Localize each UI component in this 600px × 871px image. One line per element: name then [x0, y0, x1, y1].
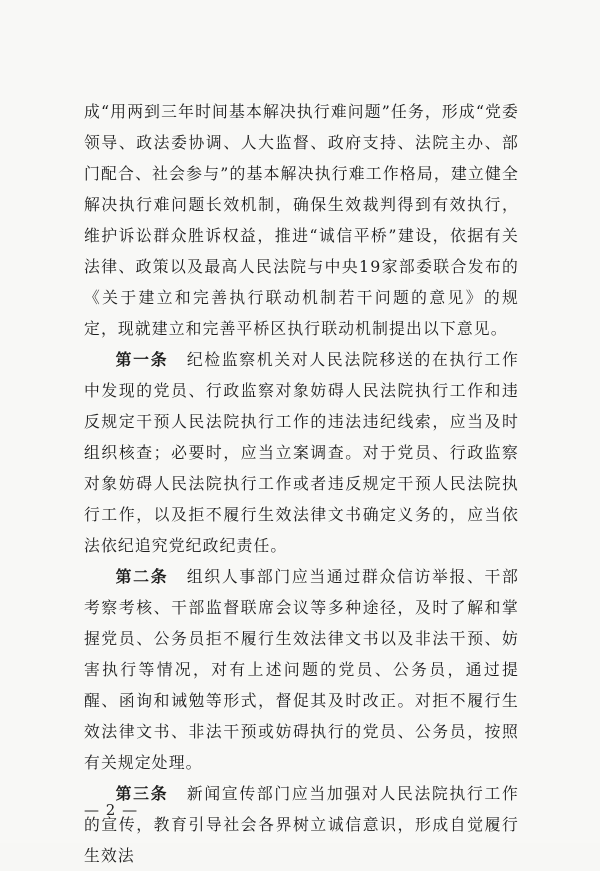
article-1-heading: 第一条 [115, 350, 169, 369]
intro-paragraph [84, 96, 519, 344]
page-number: — 2 — [84, 801, 139, 819]
document-body [84, 96, 519, 871]
article-3-heading: 第三条 [115, 784, 169, 803]
article-3 [84, 778, 519, 871]
article-3-text: 新闻宣传部门应当加强对人民法院执行工作的宣传，教育引导社会各界树立诚信意识，形成自觉履行生效法 [84, 784, 519, 865]
article-2-text: 组织人事部门应当通过群众信访举报、干部考察考核、干部监督联席会议等多种途径，及时了解和掌握党员、公务员拒不履行生效法律文书以及非法干预、妨害执行等情况，对有上述问题的党员、公务员，通过提醒、函询和诫勉等形式，督促其及时改正。对拒不履行生效法律文书、非法干预或妨碍执行的党员、公务员，按照有关规定处理。 [84, 567, 519, 772]
article-2 [84, 561, 519, 778]
article-1 [84, 344, 519, 561]
article-1-text: 纪检监察机关对人民法院移送的在执行工作中发现的党员、行政监察对象妨碍人民法院执行工作和违反规定干预人民法院执行工作的违法违纪线索，应当及时组织核查；必要时，应当立案调查。对于党员、行政监察对象妨碍人民法院执行工作或者违反规定干预人民法院执行工作，以及拒不履行生效法律文书确定义务的，应当依法依纪追究党纪政纪责任。 [84, 350, 519, 555]
intro-text: 成“用两到三年时间基本解决执行难问题”任务，形成“党委领导、政法委协调、人大监督、政府支持、法院主办、部门配合、社会参与”的基本解决执行难工作格局，建立健全解决执行难问题长效机制，确保生效裁判得到有效执行，维护诉讼群众胜诉权益，推进“诚信平桥”建设，依据有关法律、政策以及最高人民法院与中央19家部委联合发布的《关于建立和完善执行联动机制若干问题的意见》的规定，现就建立和完善平桥区执行联动机制提出以下意见。 [84, 102, 519, 338]
article-2-heading: 第二条 [115, 567, 169, 586]
